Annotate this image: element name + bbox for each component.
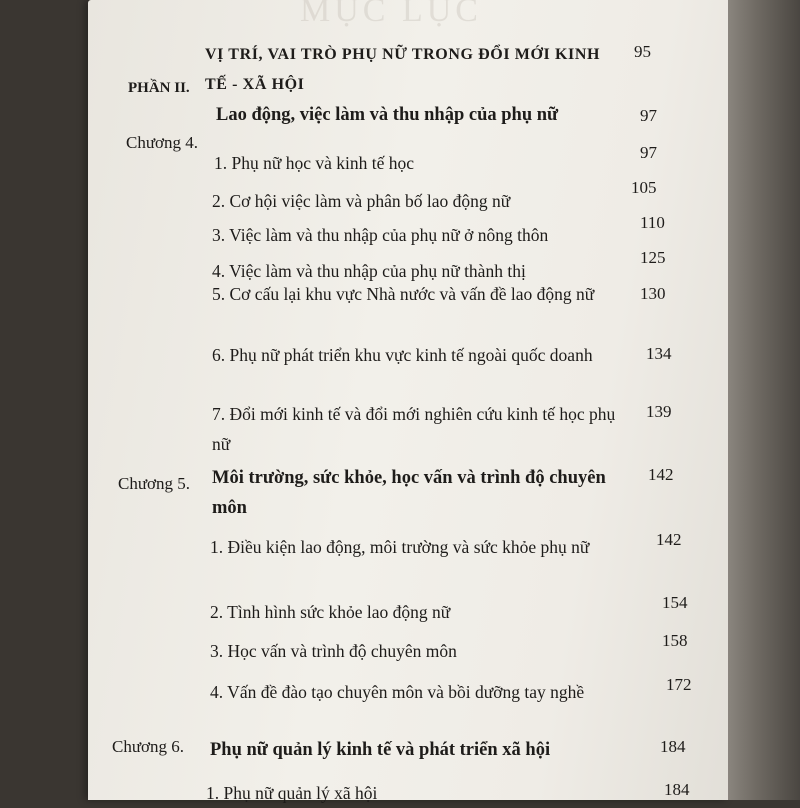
entry-page-number: 172 (666, 675, 692, 694)
chapter-page-number: 97 (640, 106, 657, 125)
entry-page-number: 97 (640, 143, 657, 162)
entry-page-number: 110 (640, 213, 665, 232)
chapter-title: Môi trường, sức khỏe, học vấn và trình độ chuyên môn (212, 468, 606, 518)
entry-page-number: 154 (662, 593, 688, 612)
chapter-label: Chương 5. (118, 474, 191, 493)
entry-title: 4. Vấn đề đào tạo chuyên môn và bồi dưỡng tay nghề (210, 682, 585, 702)
chapter-label: Chương 6. (112, 737, 185, 756)
entry-title: 3. Việc làm và thu nhập của phụ nữ ở nông thôn (212, 225, 549, 245)
chapter-label: Chương 4. (126, 133, 199, 152)
entry-title: 1. Điều kiện lao động, môi trường và sức khỏe phụ nữ (210, 537, 590, 557)
show-through-text: MỤC LỤC (300, 0, 482, 29)
chapter-page-number: 142 (648, 465, 674, 484)
entry-title: 2. Tình hình sức khỏe lao động nữ (210, 602, 451, 622)
entry-page-number: 139 (646, 402, 672, 421)
chapter-page-number: 184 (660, 737, 686, 756)
entry-title: 1. Phụ nữ quản lý xã hội (206, 783, 378, 803)
entry-title: 3. Học vấn và trình độ chuyên môn (210, 641, 457, 661)
entry-title: 6. Phụ nữ phát triển khu vực kinh tế ngoài quốc doanh (212, 345, 593, 365)
entry-page-number: 130 (640, 284, 666, 303)
chapter-title: Lao động, việc làm và thu nhập của phụ nữ (216, 105, 559, 125)
entry-page-number: 184 (664, 780, 690, 799)
entry-title: 1. Phụ nữ học và kinh tế học (214, 153, 415, 173)
entry-page-number: 142 (656, 530, 682, 549)
entry-title: 2. Cơ hội việc làm và phân bố lao động nữ (212, 191, 511, 211)
part-title: VỊ TRÍ, VAI TRÒ PHỤ NỮ TRONG ĐỔI MỚI KINH TẾ - XÃ HỘI (205, 46, 601, 93)
part-page-number: 95 (634, 42, 651, 61)
entry-page-number: 158 (662, 631, 688, 650)
entry-title: 4. Việc làm và thu nhập của phụ nữ thành thị (212, 261, 526, 281)
part-label: PHẦN II. (128, 80, 190, 96)
chapter-title: Phụ nữ quản lý kinh tế và phát triển xã hội (210, 740, 551, 760)
entry-page-number: 105 (631, 178, 657, 197)
entry-title: 5. Cơ cấu lại khu vực Nhà nước và vấn đề lao động nữ (212, 284, 595, 304)
entry-page-number: 134 (646, 344, 672, 363)
entry-title: 7. Đổi mới kinh tế và đổi mới nghiên cứu kinh tế học phụ nữ (212, 404, 616, 454)
entry-page-number: 125 (640, 248, 666, 267)
